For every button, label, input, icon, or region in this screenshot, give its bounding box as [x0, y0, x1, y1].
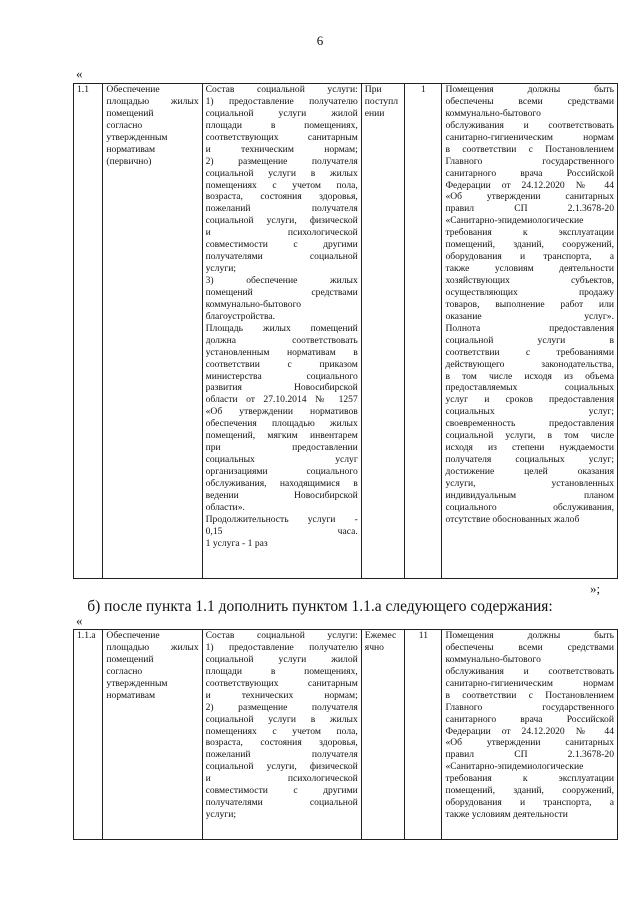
text-line: и техническим нормам;: [205, 143, 358, 155]
quality-criteria-cell: [442, 84, 618, 579]
text-line: коммунально-бытового: [205, 298, 302, 310]
text-line: отсутствие обоснованных жалоб: [445, 513, 580, 525]
quality-criteria-cell: [442, 630, 618, 840]
text-line: хозяйствующих субъектов,: [445, 275, 614, 286]
text-line: помещениях с учетом пола,: [205, 725, 358, 737]
text-line: соответствии с требованиями: [445, 346, 614, 358]
text-line: при предоставлении: [205, 442, 358, 454]
text-line: Площадь жилых помещений: [205, 322, 358, 334]
text-line: помещений средствами: [205, 286, 358, 298]
service-content-cell: [202, 630, 361, 840]
text-line: утвержденным: [106, 677, 168, 689]
text-line: Полнота предоставления: [445, 322, 614, 334]
text-line: предоставляемых социальных: [445, 382, 614, 394]
text-line: благоустройства.: [205, 310, 276, 322]
text-line: Ежемес: [364, 630, 397, 641]
text-line: Состав социальной услуги:: [205, 630, 358, 641]
text-line: также условиям деятельности: [445, 809, 568, 821]
text-line: требования к эксплуатации: [445, 227, 614, 239]
text-line: социальной услуги, физической: [205, 215, 358, 227]
text-line: 2) размещение получателя: [205, 155, 358, 167]
text-line: коммунально-бытового: [445, 107, 541, 119]
text-line: пожеланий получателя: [205, 203, 358, 215]
text-line: возраста, состояния здоровья,: [205, 737, 358, 749]
text-line: возраста, состояния здоровья,: [205, 191, 358, 203]
text-line: согласно: [106, 665, 143, 677]
text-line: индивидуальным планом: [445, 489, 614, 501]
text-line: Продолжительность услуги -: [205, 513, 358, 525]
text-line: обеспечены всеми средствами: [445, 95, 614, 107]
text-line: помещений, мягким инвентарем: [205, 430, 358, 442]
text-line: санитарно-гигиеническим нормам: [445, 677, 614, 689]
text-line: осуществляющих продажу: [445, 286, 614, 298]
text-line: получателями социальной: [205, 797, 358, 809]
text-line: соответствии с приказом: [205, 358, 358, 370]
text-line: социальной услуги жилой: [205, 107, 358, 119]
text-line: организациями социального: [205, 466, 358, 477]
text-line: помещений, зданий, сооружений,: [445, 785, 614, 797]
frequency-cell: [361, 84, 405, 579]
frequency-cell: [361, 630, 405, 840]
count-cell: 11: [405, 630, 442, 840]
text-line: 1 услуга - 1 раз: [205, 537, 268, 549]
text-line: согласно: [106, 119, 143, 131]
text-line: соответствующих санитарным: [205, 677, 358, 689]
text-line: достижение целей оказания: [445, 466, 614, 477]
text-line: «Санитарно-эпидемиологические: [445, 761, 584, 773]
text-line: оборудования и транспорта, а: [445, 251, 614, 263]
text-line: должна соответствовать: [205, 334, 358, 346]
text-line: социальной услуги в жилых: [205, 167, 358, 179]
text-line: санитарного врача Российской: [445, 713, 614, 725]
text-line: соответствующих санитарным: [205, 131, 358, 143]
text-line: в том числе исходя из объема: [445, 370, 614, 382]
text-line: также условиям деятельности: [445, 263, 614, 275]
table-row-1-1: [73, 83, 618, 579]
text-line: Федерации от 24.12.2020 № 44: [445, 725, 614, 737]
text-line: помещений: [106, 107, 154, 119]
text-line: оборудования и транспорта, а: [445, 797, 614, 809]
text-line: товаров, выполнение работ или: [445, 298, 614, 310]
text-line: услуги;: [205, 809, 236, 821]
text-line: установленным нормативам в: [205, 346, 358, 358]
text-line: Состав социальной услуги:: [205, 84, 358, 95]
text-line: услуги, установленных: [445, 477, 614, 489]
section-heading: б) после пункта 1.1 дополнить пунктом 1.1.а следующего содержания:: [87, 598, 553, 615]
text-line: социальной услуги, в том числе: [445, 430, 614, 442]
text-line: Помещения должны быть: [445, 630, 614, 641]
text-line: «Об утверждении санитарных: [445, 191, 614, 203]
text-line: площади в помещениях,: [205, 119, 358, 131]
text-line: и психологической: [205, 773, 358, 785]
text-line: «Об утверждении нормативов: [205, 406, 358, 418]
text-line: оказание услуг».: [445, 310, 614, 322]
text-line: правил СП 2.1.3678-20: [445, 203, 614, 215]
text-line: требования к эксплуатации: [445, 773, 614, 785]
count-cell: 1: [405, 84, 442, 579]
text-line: обслуживания и соответствовать: [445, 665, 614, 677]
text-line: Главного государственного: [445, 155, 614, 167]
text-line: санитарного врача Российской: [445, 167, 614, 179]
text-line: обслуживания, находящимися в: [205, 477, 358, 489]
text-line: министерства социального: [205, 370, 358, 382]
open-quote-top: «: [76, 66, 83, 81]
row-number: 1.1: [74, 84, 103, 579]
service-name-cell: [103, 630, 202, 840]
text-line: коммунально-бытового: [445, 653, 541, 665]
text-line: 1) предоставление получателю: [205, 641, 358, 653]
text-line: социальной услуги в жилых: [205, 713, 358, 725]
text-line: социальной услуги, физической: [205, 761, 358, 773]
text-line: помещениях с учетом пола,: [205, 179, 358, 191]
text-line: в соответствии с Постановлением: [445, 689, 614, 701]
text-line: действующего законодательства,: [445, 358, 614, 370]
open-quote-bottom: «: [76, 613, 83, 628]
text-line: помещений, зданий, сооружений,: [445, 239, 614, 251]
text-line: правил СП 2.1.3678-20: [445, 749, 614, 761]
text-line: в соответствии с Постановлением: [445, 143, 614, 155]
text-line: ении: [364, 107, 385, 119]
text-line: (первично): [106, 155, 152, 167]
text-line: социальных услуг;: [445, 406, 614, 418]
text-line: области от 27.10.2014 № 1257: [205, 394, 358, 406]
text-line: социальной услуги жилой: [205, 653, 358, 665]
text-line: совместимости с другими: [205, 785, 358, 797]
text-line: Обеспечение: [106, 84, 160, 95]
text-line: обеспечения площадью жилых: [205, 418, 358, 430]
text-line: «Об утверждении санитарных: [445, 737, 614, 749]
text-line: Федерации от 24.12.2020 № 44: [445, 179, 614, 191]
text-line: социальной услуги в: [445, 334, 614, 346]
text-line: ведении Новосибирской: [205, 489, 358, 501]
text-line: 2) размещение получателя: [205, 701, 358, 713]
text-line: площади в помещениях,: [205, 665, 358, 677]
text-line: и психологической: [205, 227, 358, 239]
close-quote: »;: [590, 581, 601, 596]
text-line: утвержденным: [106, 131, 168, 143]
text-line: нормативам: [106, 143, 156, 155]
text-line: своевременность предоставления: [445, 418, 614, 430]
page-number: 6: [316, 33, 324, 48]
text-line: обслуживания и соответствовать: [445, 119, 614, 131]
text-line: получателя социальных услуг;: [445, 454, 614, 466]
text-line: санитарно-гигиеническим нормам: [445, 131, 614, 143]
text-line: Главного государственного: [445, 701, 614, 713]
text-line: услуги;: [205, 263, 236, 275]
text-line: Помещения должны быть: [445, 84, 614, 95]
text-line: поступл: [364, 95, 398, 107]
text-line: социального обслуживания,: [445, 501, 614, 513]
text-line: площадью жилых: [106, 641, 199, 653]
table-row-1-1a: [73, 629, 618, 840]
text-line: нормативам: [106, 689, 156, 701]
text-line: пожеланий получателя: [205, 749, 358, 761]
text-line: обеспечены всеми средствами: [445, 641, 614, 653]
text-line: совместимости с другими: [205, 239, 358, 251]
text-line: При: [364, 84, 382, 95]
text-line: помещений: [106, 653, 154, 665]
text-line: Обеспечение: [106, 630, 160, 641]
text-line: получателями социальной: [205, 251, 358, 263]
text-line: ячно: [364, 641, 384, 653]
row-number: 1.1.а: [74, 630, 103, 840]
text-line: 3) обеспечение жилых: [205, 275, 358, 286]
text-line: и технических нормам;: [205, 689, 358, 701]
text-line: развития Новосибирской: [205, 382, 358, 394]
service-content-cell: [202, 84, 361, 579]
text-line: области».: [205, 501, 245, 513]
text-line: социальных услуг: [205, 454, 358, 466]
text-line: услуг и сроков предоставления: [445, 394, 614, 406]
text-line: исходя из степени нуждаемости: [445, 442, 614, 454]
text-line: «Санитарно-эпидемиологические: [445, 215, 584, 227]
text-line: 1) предоставление получателю: [205, 95, 358, 107]
text-line: 0,15 часа.: [205, 525, 358, 537]
text-line: площадью жилых: [106, 95, 199, 107]
service-name-cell: [103, 84, 202, 579]
